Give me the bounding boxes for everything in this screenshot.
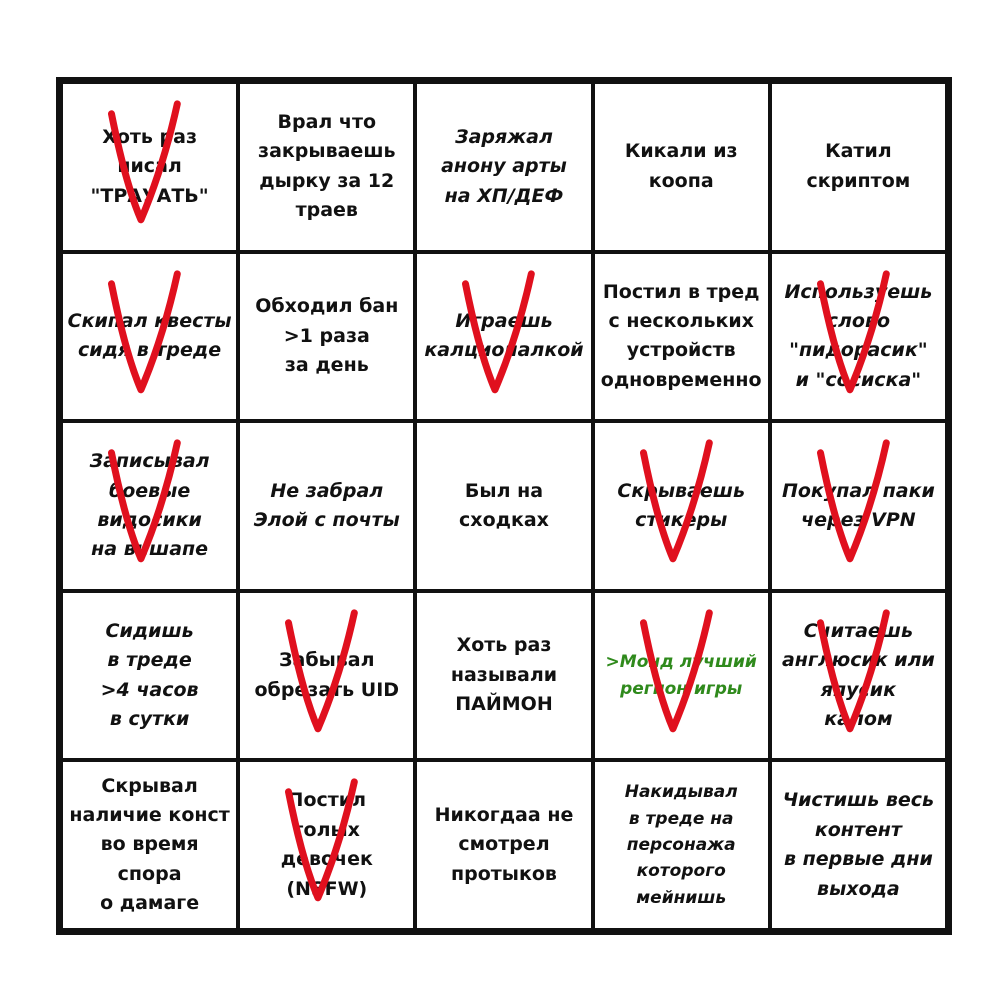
bingo-cell[interactable] <box>61 421 238 591</box>
bingo-cell[interactable] <box>61 82 238 252</box>
bingo-cell[interactable] <box>770 421 947 591</box>
bingo-cell[interactable] <box>593 82 770 252</box>
cell-label: Хоть раз называли ПАЙМОН <box>450 634 558 716</box>
bingo-cell[interactable] <box>415 760 592 930</box>
bingo-cell[interactable] <box>770 252 947 422</box>
bingo-cell[interactable] <box>238 591 415 761</box>
bingo-board <box>56 77 952 935</box>
cell-label: Скипал квесты сидя в треде <box>67 309 232 362</box>
bingo-cell[interactable] <box>770 591 947 761</box>
cell-label: Забывал обрезать UID <box>254 649 400 701</box>
cell-label: Катил скриптом <box>806 140 911 192</box>
bingo-cell[interactable] <box>61 591 238 761</box>
cell-label: Играешь калционалкой <box>424 309 584 362</box>
cell-label: Заряжал анону арты на ХП/ДЕФ <box>441 125 567 207</box>
cell-label: Накидывал в треде на персонажа которого мейнишь <box>624 782 738 908</box>
bingo-cell[interactable] <box>593 421 770 591</box>
bingo-cell[interactable] <box>61 760 238 930</box>
cell-label: Постил в тред с нескольких устройств одновременно <box>600 280 762 391</box>
cell-label: Считаешь англюсик или япусик калом <box>781 619 935 731</box>
cell-label: Кикали из коопа <box>624 140 738 192</box>
bingo-cell[interactable] <box>770 760 947 930</box>
cell-label: Никогдаа не смотрел протыков <box>434 804 574 885</box>
bingo-cell[interactable] <box>238 421 415 591</box>
cell-label: >Монд лучший регион игры <box>605 652 757 699</box>
bingo-cell[interactable] <box>770 82 947 252</box>
bingo-cell[interactable] <box>415 82 592 252</box>
cell-label: Не забрал Элой с почты <box>253 479 400 531</box>
cell-label: Хоть раз писал "ТРАУАТЬ" <box>90 125 209 207</box>
bingo-cell[interactable] <box>415 591 592 761</box>
bingo-cell[interactable] <box>238 252 415 422</box>
bingo-cell[interactable] <box>238 82 415 252</box>
cell-label: Скрываешь стикеры <box>617 479 745 531</box>
bingo-cell[interactable] <box>415 421 592 591</box>
bingo-cell[interactable] <box>593 760 770 930</box>
cell-label: Врал что закрываешь дырку за 12 траев <box>258 110 396 222</box>
bingo-cell[interactable] <box>593 591 770 761</box>
cell-label: Покупал паки через VPN <box>781 479 935 531</box>
cell-label: Сидишь в треде >4 часов в сутки <box>100 619 199 731</box>
bingo-cell[interactable] <box>238 760 415 930</box>
cell-label: Обходил бан >1 раза за день <box>255 295 399 377</box>
bingo-cell[interactable] <box>593 252 770 422</box>
bingo-cell[interactable] <box>61 252 238 422</box>
cell-label: Был на сходках <box>459 479 549 531</box>
cell-label: Скрывал наличие конст во время спора о дамаге <box>69 774 230 915</box>
cell-label: Постил голых девочек (NSFW) <box>280 789 373 900</box>
cell-label: Записывал боевые видосики на вишапе <box>89 450 210 561</box>
bingo-cell[interactable] <box>415 252 592 422</box>
cell-label: Чистишь весь контент в первые дни выхода <box>782 789 935 900</box>
cell-label: Используешь слово "пидорасик" и "сосиска" <box>784 280 933 391</box>
